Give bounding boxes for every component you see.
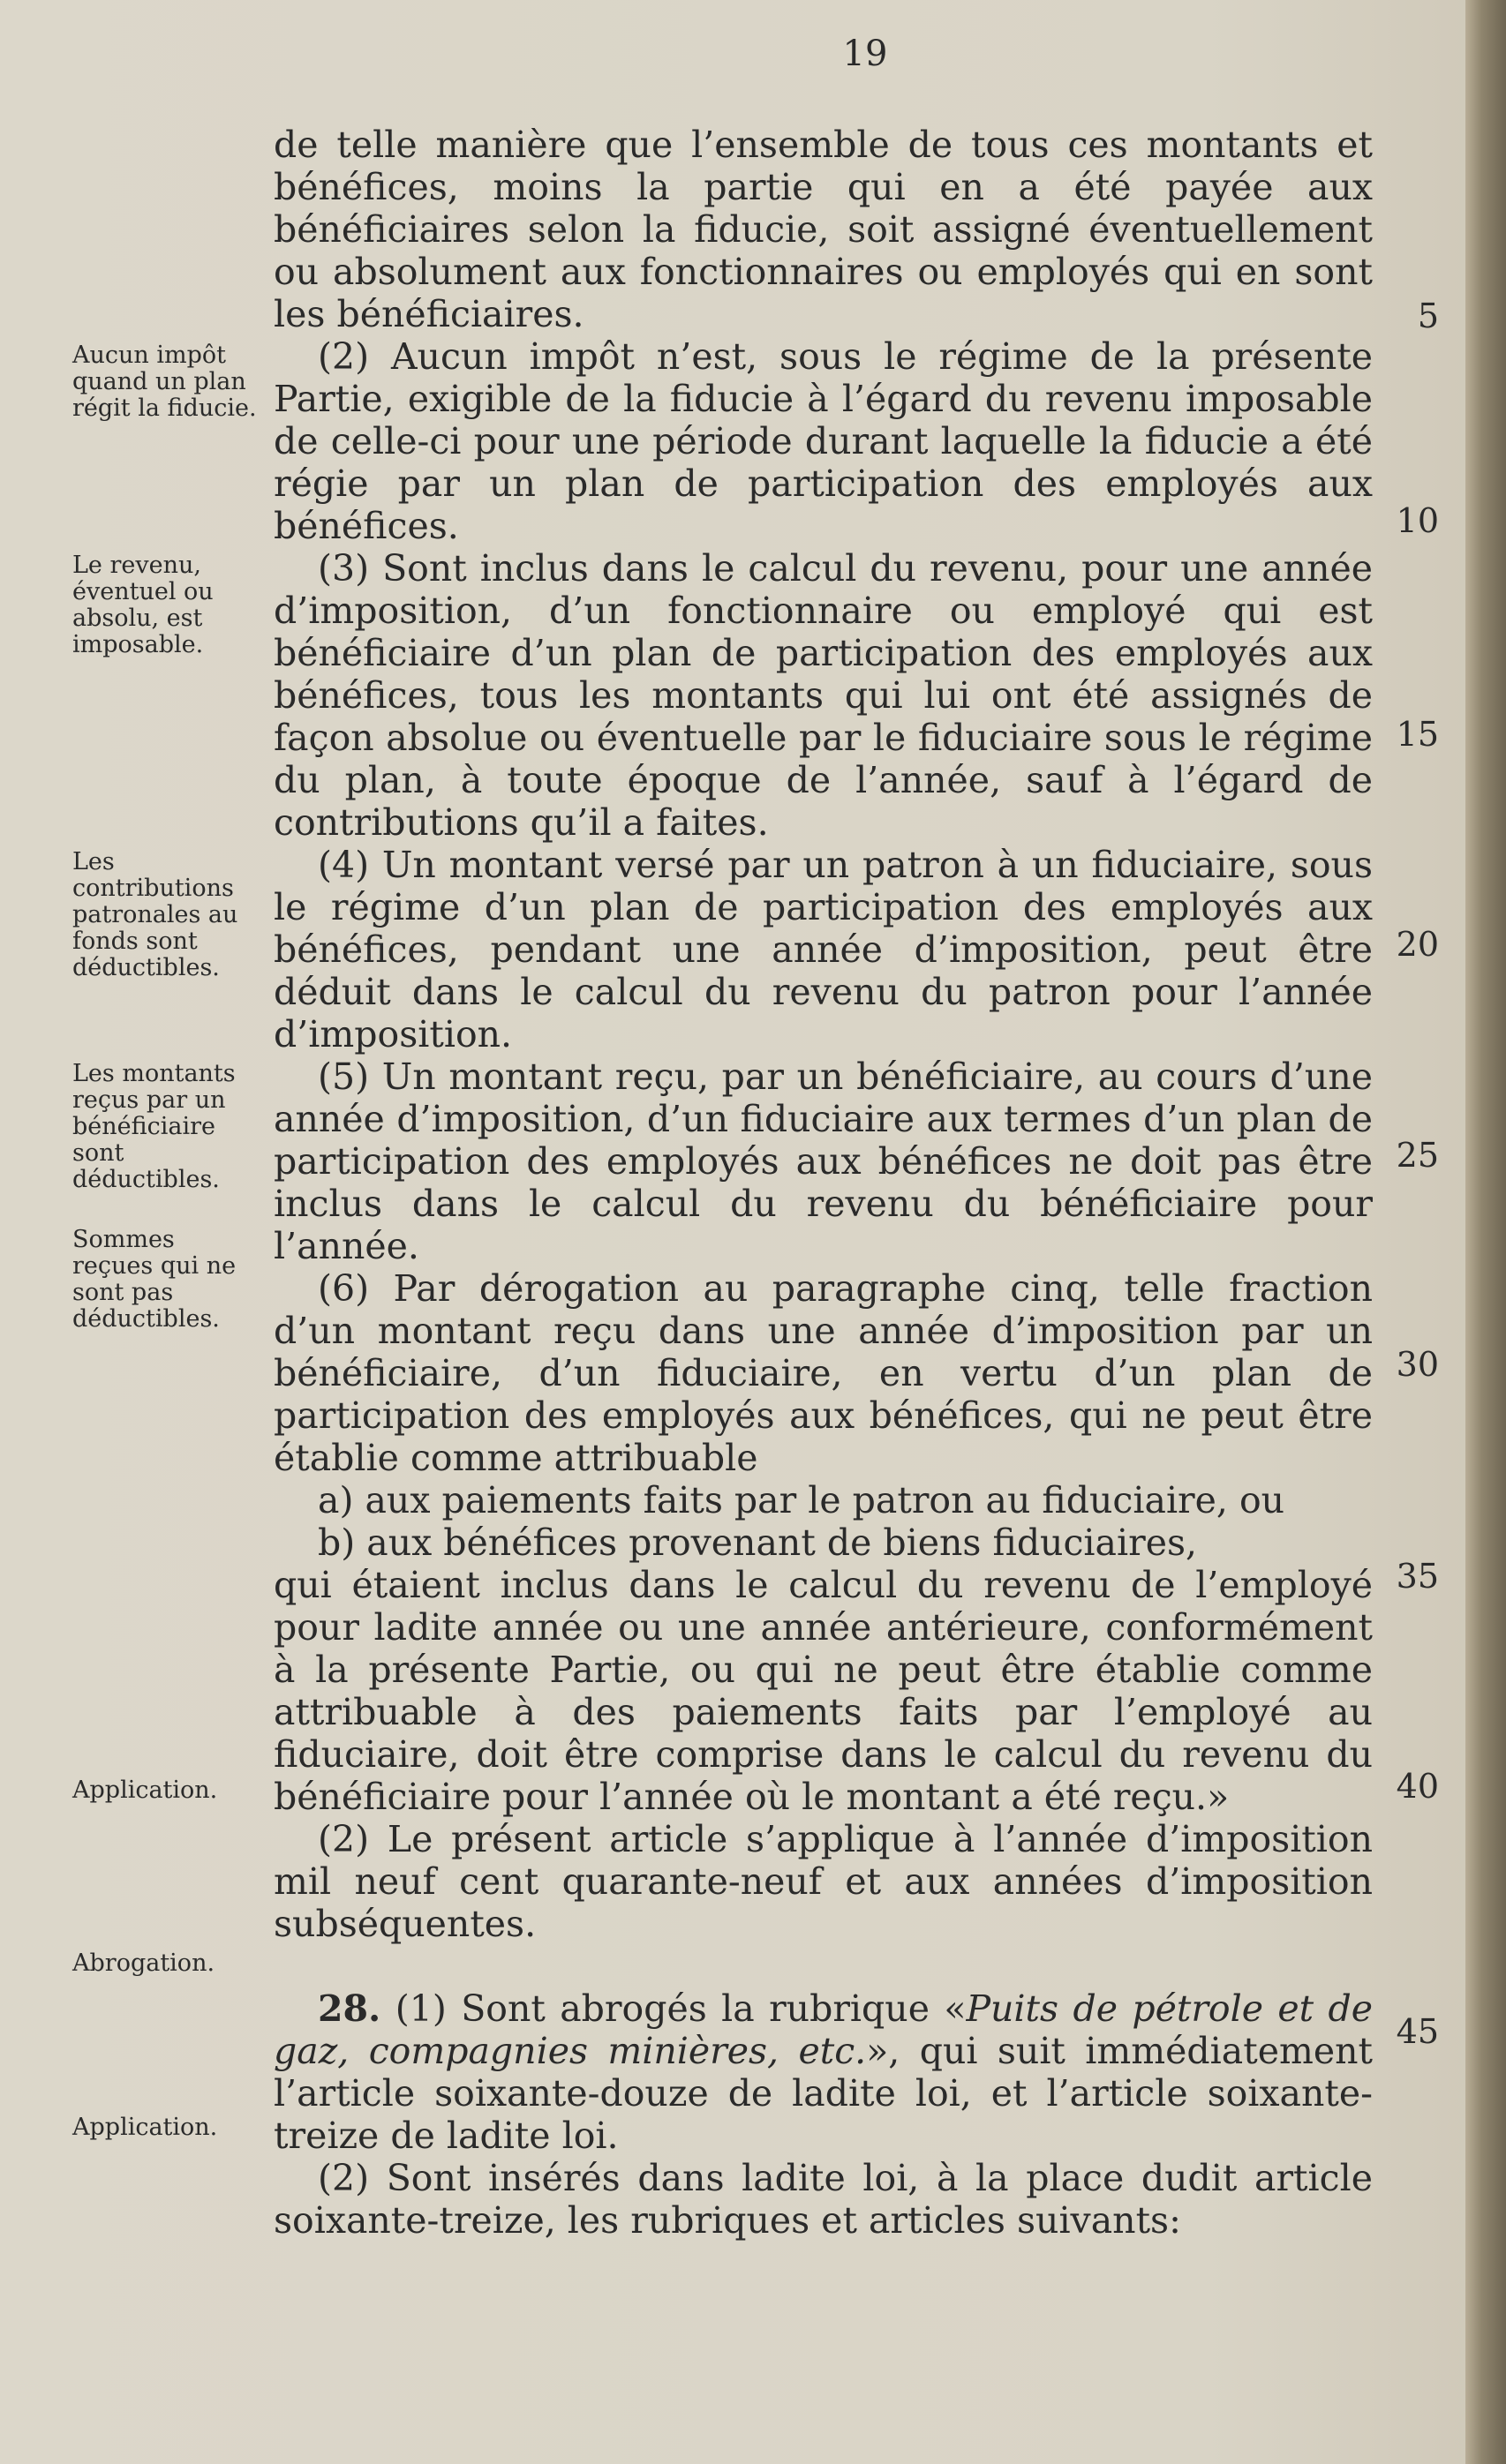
margin-note: Application. bbox=[72, 1777, 218, 1804]
list-item: a) aux paiements faits par le patron au fiduciaire, ou bbox=[318, 1479, 1285, 1521]
list-item: b) aux bénéfices provenant de biens fiduciaires, bbox=[318, 1521, 1198, 1564]
line-number: 40 bbox=[1396, 1767, 1439, 1806]
line-number: 25 bbox=[1396, 1136, 1439, 1175]
paragraph: qui étaient inclus dans le calcul du revenu de l’employé pour ladite année ou une année antérieure, conformément à la présente Partie, ou qui ne peut être établie comme attribuable à des paiements faits par l’employé au fiduciaire, doit être comprise dans le calcul du revenu du bénéficiaire pour l’année où le montant a été reçu.» bbox=[274, 1564, 1373, 1818]
text-run: », qui suit immédiatement l’article soixante-douze de ladite loi, et l’article soixante-treize de ladite loi. bbox=[274, 2030, 1373, 2157]
margin-note: Abrogation. bbox=[72, 1949, 215, 1977]
main-text bbox=[274, 124, 1373, 2242]
margin-note: Les montants reçus par un bénéficiaire sont déductibles. bbox=[72, 1060, 236, 1193]
paragraph: (2) Le présent article s’applique à l’année d’imposition mil neuf cent quarante-neuf et aux années d’imposition subséquentes. bbox=[274, 1818, 1373, 1945]
paragraph: (4) Un montant versé par un patron à un fiduciaire, sous le régime d’un plan de participation des employés aux bénéfices, pendant une année d’imposition, peut être déduit dans le calcul du revenu du patron pour l’année d’imposition. bbox=[274, 844, 1373, 1055]
paragraph: de telle manière que l’ensemble de tous ces montants et bénéfices, moins la partie qui en a été payée aux bénéficiaires selon la fiducie, soit assigné éventuellement ou absolument aux fonctionnaires ou employés qui en sont les bénéficiaires. bbox=[274, 124, 1373, 335]
paragraph: (6) Par dérogation au paragraphe cinq, telle fraction d’un montant reçu dans une année d’imposition par un bénéficiaire, d’un fiduciaire, en vertu d’un plan de participation des employés aux bénéfices, qui ne peut être établie comme attribuable bbox=[274, 1267, 1373, 1479]
page-edge bbox=[1465, 0, 1506, 2464]
paragraph: (3) Sont inclus dans le calcul du revenu, pour une année d’imposition, d’un fonctionnaire ou employé qui est bénéficiaire d’un plan de participation des employés aux bénéfices, tous les montants qui lui ont été assignés de façon absolue ou éventuelle par le fiduciaire sous le régime du plan, à toute époque de l’année, sauf à l’égard de contributions qu’il a faites. bbox=[274, 547, 1373, 844]
margin-note: Sommes reçues qui ne sont pas déductibles. bbox=[72, 1226, 237, 1333]
paragraph: (5) Un montant reçu, par un bénéficiaire, au cours d’une année d’imposition, d’un fiduciaire aux termes d’un plan de participation des employés aux bénéfices ne doit pas être inclus dans le calcul du revenu du bénéficiaire pour l’année. bbox=[274, 1055, 1373, 1267]
section-number: 28. bbox=[318, 1987, 381, 2030]
line-number: 35 bbox=[1396, 1557, 1439, 1596]
paragraph: (2) Aucun impôt n’est, sous le régime de la présente Partie, exigible de la fiducie à l’égard du revenu imposable de celle-ci pour une période durant laquelle la fiducie a été régie par un plan de participation des employés aux bénéfices. bbox=[274, 335, 1373, 547]
line-number: 15 bbox=[1396, 715, 1439, 754]
text-run: (1) Sont abrogés la rubrique « bbox=[395, 1987, 967, 2030]
italic-heading: Puits de pétrole et de gaz, compagnies minières, etc. bbox=[274, 1987, 1373, 2072]
margin-note: Le revenu, éventuel ou absolu, est imposable. bbox=[72, 552, 214, 658]
line-number: 30 bbox=[1396, 1345, 1439, 1384]
margin-note: Les contributions patronales au fonds sont déductibles. bbox=[72, 848, 238, 981]
line-number: 45 bbox=[1396, 2012, 1439, 2051]
margin-note: Application. bbox=[72, 2114, 218, 2141]
line-number: 20 bbox=[1396, 925, 1439, 964]
margin-note: Aucun impôt quand un plan régit la fiducie. bbox=[72, 342, 257, 422]
line-number: 10 bbox=[1396, 501, 1439, 540]
page-number: 19 bbox=[842, 34, 888, 74]
line-number: 5 bbox=[1417, 297, 1439, 335]
section-28-paragraph-1 bbox=[274, 1987, 1373, 2157]
section-28-paragraph-2: (2) Sont insérés dans ladite loi, à la place dudit article soixante-treize, les rubriques et articles suivants: bbox=[274, 2157, 1373, 2242]
